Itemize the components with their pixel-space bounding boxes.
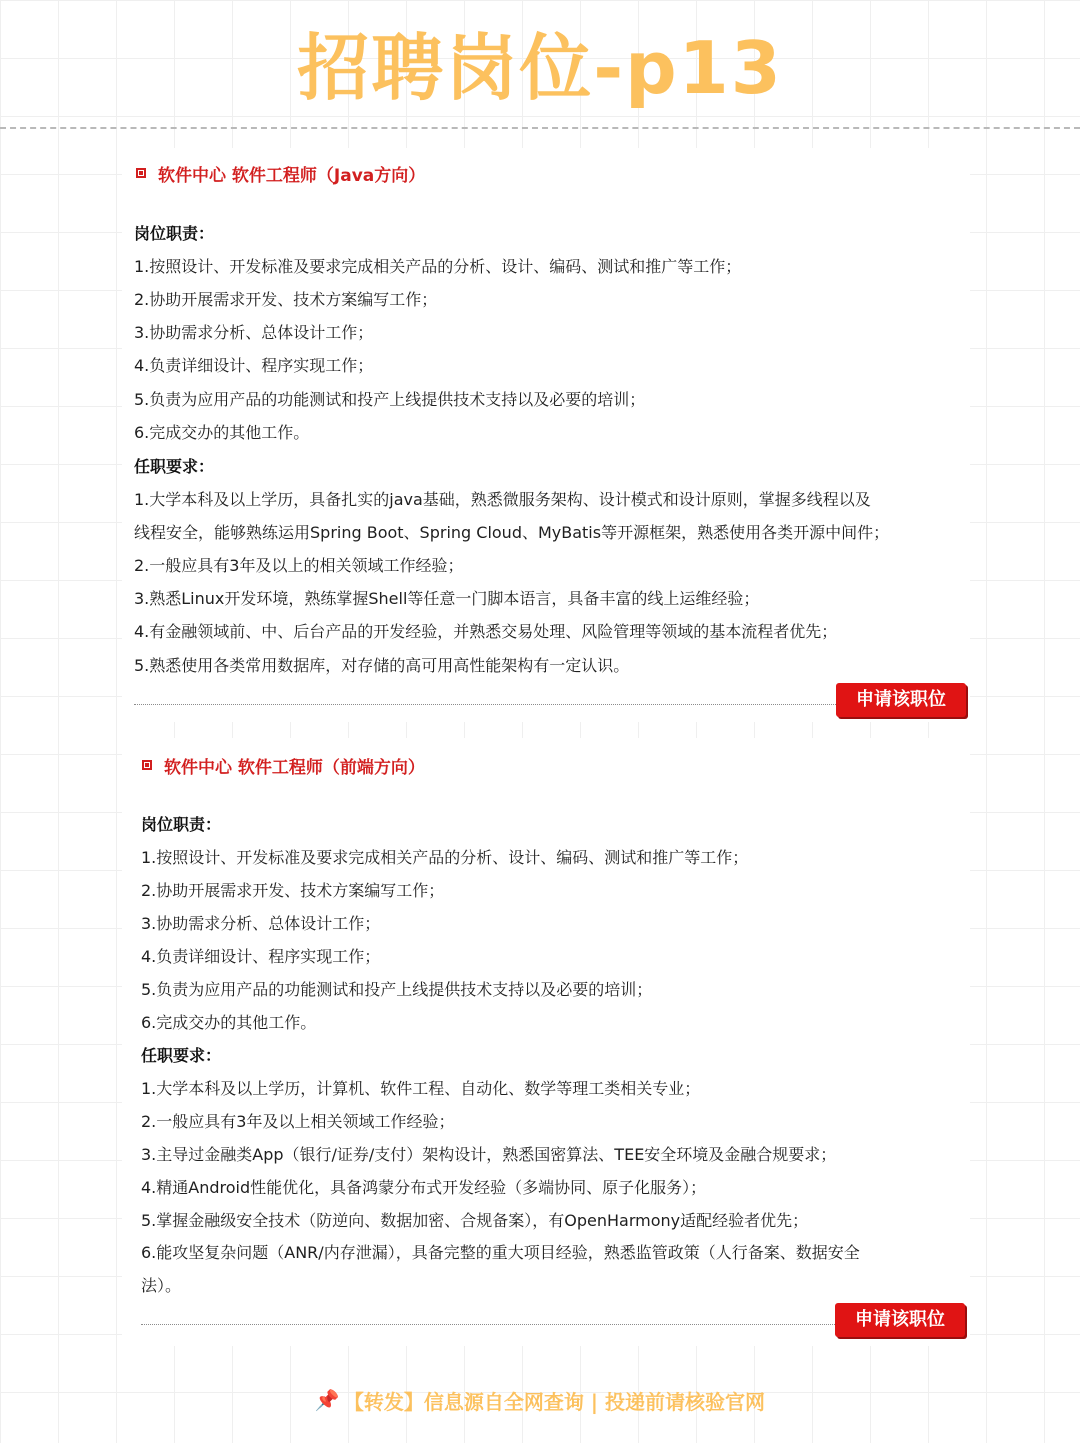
requirement-item: 1.大学本科及以上学历，计算机、软件工程、自动化、数学等理工类相关专业； (141, 1079, 701, 1098)
requirements-label: 任职要求： (134, 457, 215, 476)
apply-button-frontend[interactable]: 申请该职位 (835, 1303, 965, 1337)
duty-item: 2.协助开展需求开发、技术方案编写工作； (134, 290, 438, 309)
footer-notice (0, 1382, 1080, 1418)
square-bullet-icon (136, 168, 146, 178)
requirement-item: 法）。 (141, 1276, 182, 1295)
title-divider (0, 127, 1080, 129)
duties-label: 岗位职责： (134, 224, 215, 243)
footer-text: 【转发】信息源自全网查询 | 投递前请核验官网 (343, 1389, 766, 1414)
duty-item: 6.完成交办的其他工作。 (134, 423, 310, 442)
requirements-label: 任职要求： (141, 1046, 222, 1065)
duty-item: 2.协助开展需求开发、技术方案编写工作； (141, 881, 445, 900)
job-title-java[interactable] (136, 159, 425, 187)
page-title: 招聘岗位-p13 (297, 26, 783, 110)
requirement-item: 2.一般应具有3年及以上的相关领域工作经验； (134, 556, 464, 575)
square-bullet-icon (142, 760, 152, 770)
duty-item: 3.协助需求分析、总体设计工作； (141, 914, 381, 933)
duty-item: 1.按照设计、开发标准及要求完成相关产品的分析、设计、编码、测试和推广等工作； (134, 257, 742, 276)
duty-item: 5.负责为应用产品的功能测试和投产上线提供技术支持以及必要的培训； (141, 980, 653, 999)
apply-button-java[interactable]: 申请该职位 (836, 683, 966, 717)
duty-item: 1.按照设计、开发标准及要求完成相关产品的分析、设计、编码、测试和推广等工作； (141, 848, 749, 867)
requirement-item: 5.熟悉使用各类常用数据库，对存储的高可用高性能架构有一定认识。 (134, 656, 630, 675)
duty-item: 5.负责为应用产品的功能测试和投产上线提供技术支持以及必要的培训； (134, 390, 646, 409)
duty-item: 3.协助需求分析、总体设计工作； (134, 323, 374, 342)
requirement-item: 线程安全，能够熟练运用Spring Boot、Spring Cloud、MyBatis等开源框架，熟悉使用各类开源中间件； (134, 523, 890, 542)
requirement-item: 4.有金融领域前、中、后台产品的开发经验，并熟悉交易处理、风险管理等领域的基本流程者优先； (134, 622, 838, 641)
job-title-frontend[interactable] (142, 751, 425, 779)
requirement-item: 5.掌握金融级安全技术（防逆向、数据加密、合规备案），有OpenHarmony适配经验者优先； (141, 1211, 809, 1230)
requirement-item: 1.大学本科及以上学历，具备扎实的java基础，熟悉微服务架构、设计模式和设计原则，掌握多线程以及 (134, 490, 871, 509)
requirement-item: 3.熟悉Linux开发环境，熟练掌握Shell等任意一门脚本语言，具备丰富的线上运维经验； (134, 589, 760, 608)
requirement-item: 2.一般应具有3年及以上相关领域工作经验； (141, 1112, 455, 1131)
card-divider (141, 1324, 835, 1325)
job-title-text: 软件中心 软件工程师（前端方向） (164, 757, 425, 778)
requirement-item: 4.精通Android性能优化，具备鸿蒙分布式开发经验（多端协同、原子化服务）； (141, 1178, 707, 1197)
duty-item: 4.负责详细设计、程序实现工作； (141, 947, 381, 966)
pin-icon: 📌 (314, 1388, 340, 1412)
job-title-text: 软件中心 软件工程师（Java方向） (158, 165, 426, 186)
duty-item: 6.完成交办的其他工作。 (141, 1013, 317, 1032)
card-divider (134, 704, 836, 705)
requirement-item: 6.能攻坚复杂问题（ANR/内存泄漏），具备完整的重大项目经验，熟悉监管政策（人行备案、数据安全 (141, 1243, 860, 1262)
duties-label: 岗位职责： (141, 815, 222, 834)
duty-item: 4.负责详细设计、程序实现工作； (134, 356, 374, 375)
requirement-item: 3.主导过金融类App（银行/证券/支付）架构设计，熟悉国密算法、TEE安全环境及金融合规要求； (141, 1145, 837, 1164)
